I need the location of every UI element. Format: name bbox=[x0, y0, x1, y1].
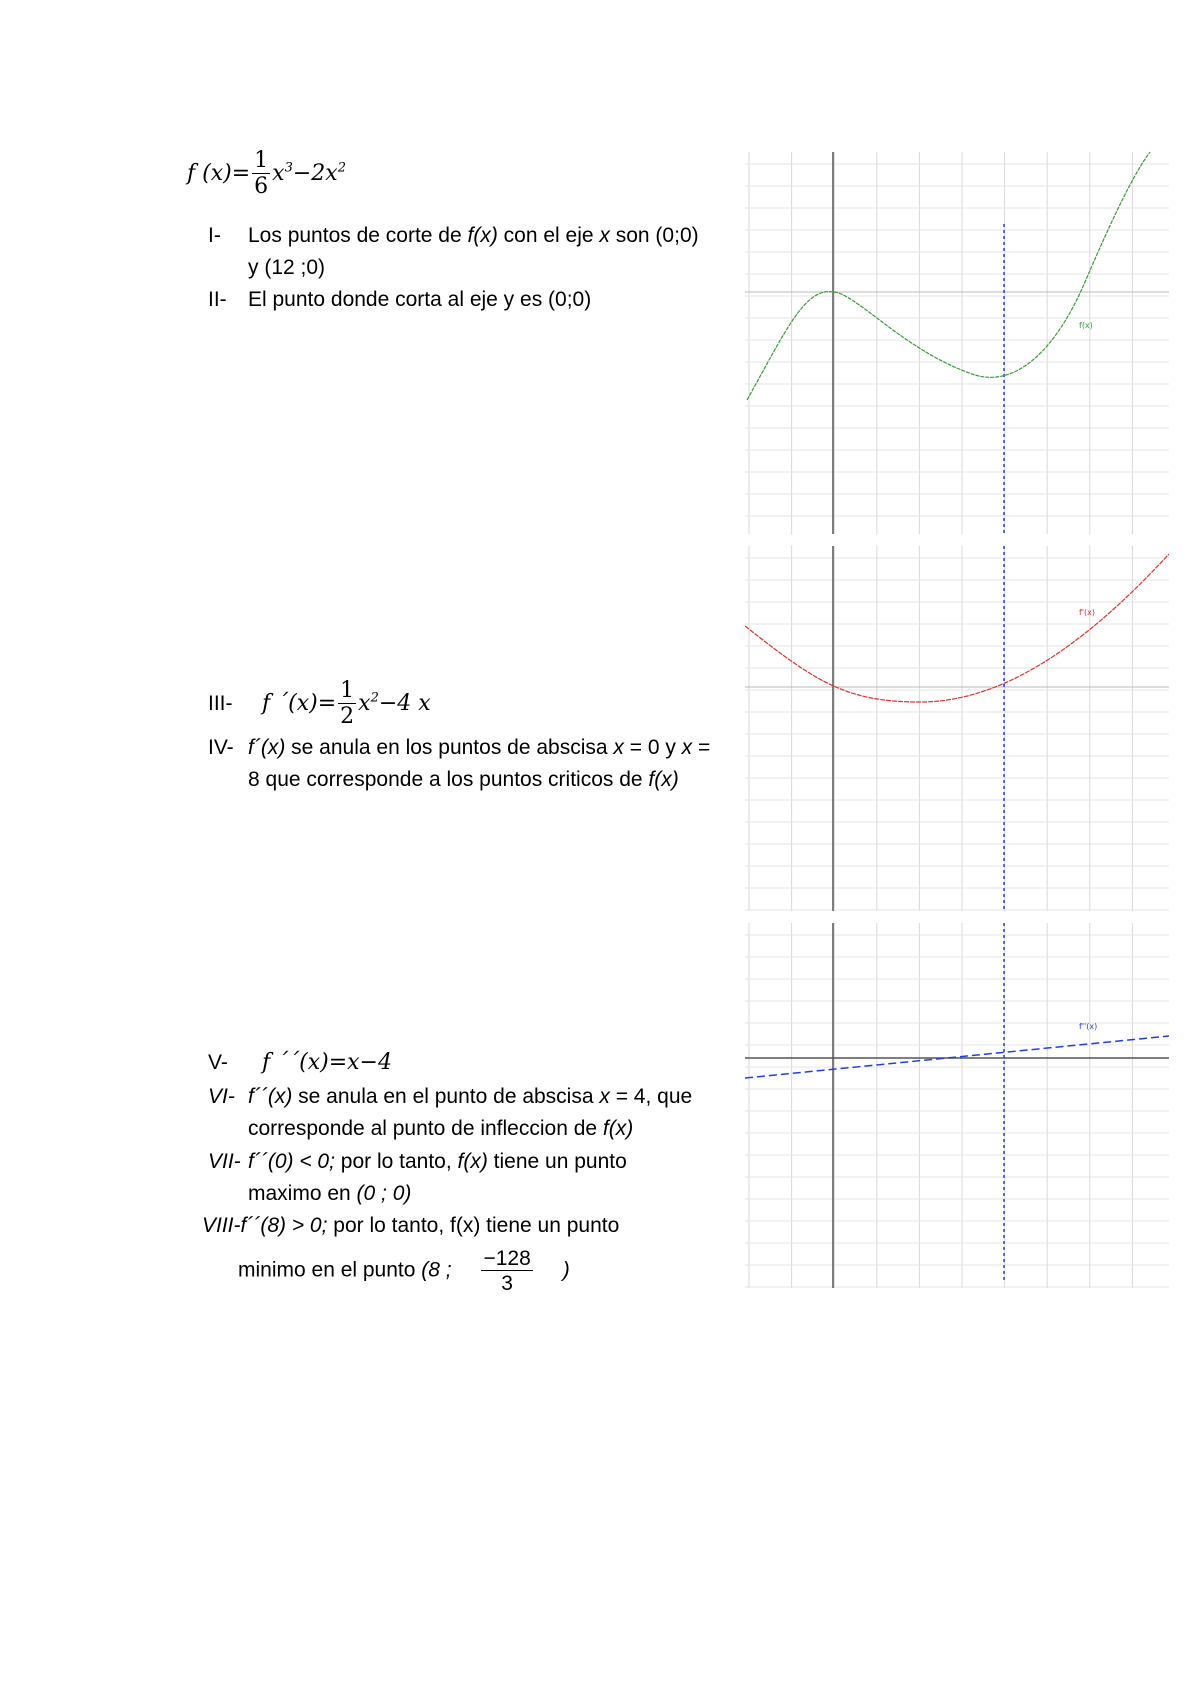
formula-fprime: f ´(x)= $\frac{1}{2}$ $x^2-4$ x bbox=[262, 678, 431, 729]
formula-fsecond: f ´´(x)=x−4 bbox=[262, 1050, 392, 1075]
graph-fprime bbox=[745, 546, 1169, 911]
graph-fsecond-label: f''(x) bbox=[1079, 1022, 1098, 1031]
graph-fsecond bbox=[745, 923, 1169, 1288]
graph-fsecond-grid bbox=[745, 923, 1169, 1288]
item-iii: III- f ´(x)= $\frac{1}{2}$ $x^2-4$ x bbox=[208, 678, 431, 729]
item-i: I- Los puntos de corte de f(x) con el eje x son (0;0) y (12 ;0) bbox=[208, 224, 699, 279]
item-v: V- f ´´(x)=x−4 bbox=[208, 1050, 392, 1075]
item-vi: VI- f´´(x) se anula en el punto de abscisa x = 4, que corresponde al punto de infleccion de f(x) bbox=[208, 1085, 693, 1140]
graph-f bbox=[745, 152, 1169, 534]
fraction-one-sixth: $\frac{1}{6}$ bbox=[254, 148, 269, 199]
item-vii: VII- f´´(0) < 0; por lo tanto, f(x) tiene un punto maximo en (0 ; 0) bbox=[208, 1150, 627, 1205]
item-iv: IV- f´(x) se anula en los puntos de abscisa x = 0 y x = 8 que corresponde a los puntos criticos de f(x) bbox=[208, 736, 711, 791]
item-viii: VIII-f´´(8) > 0; por lo tanto, f(x) tiene un punto bbox=[202, 1214, 620, 1237]
formula-f: f (x)= $\frac{1}{6}$ $x^3-2x^2$ bbox=[187, 148, 346, 199]
graph-f-label: f(x) bbox=[1079, 321, 1093, 330]
graph-fprime-label: f'(x) bbox=[1079, 608, 1095, 617]
graph-fsecond-line bbox=[745, 1036, 1169, 1078]
graph-f-grid bbox=[745, 152, 1169, 534]
item-ii: II- El punto donde corta al eje y es (0;0) bbox=[208, 288, 592, 311]
graph-fprime-grid bbox=[745, 546, 1169, 911]
graph-fprime-curve bbox=[745, 554, 1169, 702]
item-viii-line2: minimo en el punto (8 ; $\frac{-128}{3}$ ) bbox=[238, 1247, 570, 1295]
